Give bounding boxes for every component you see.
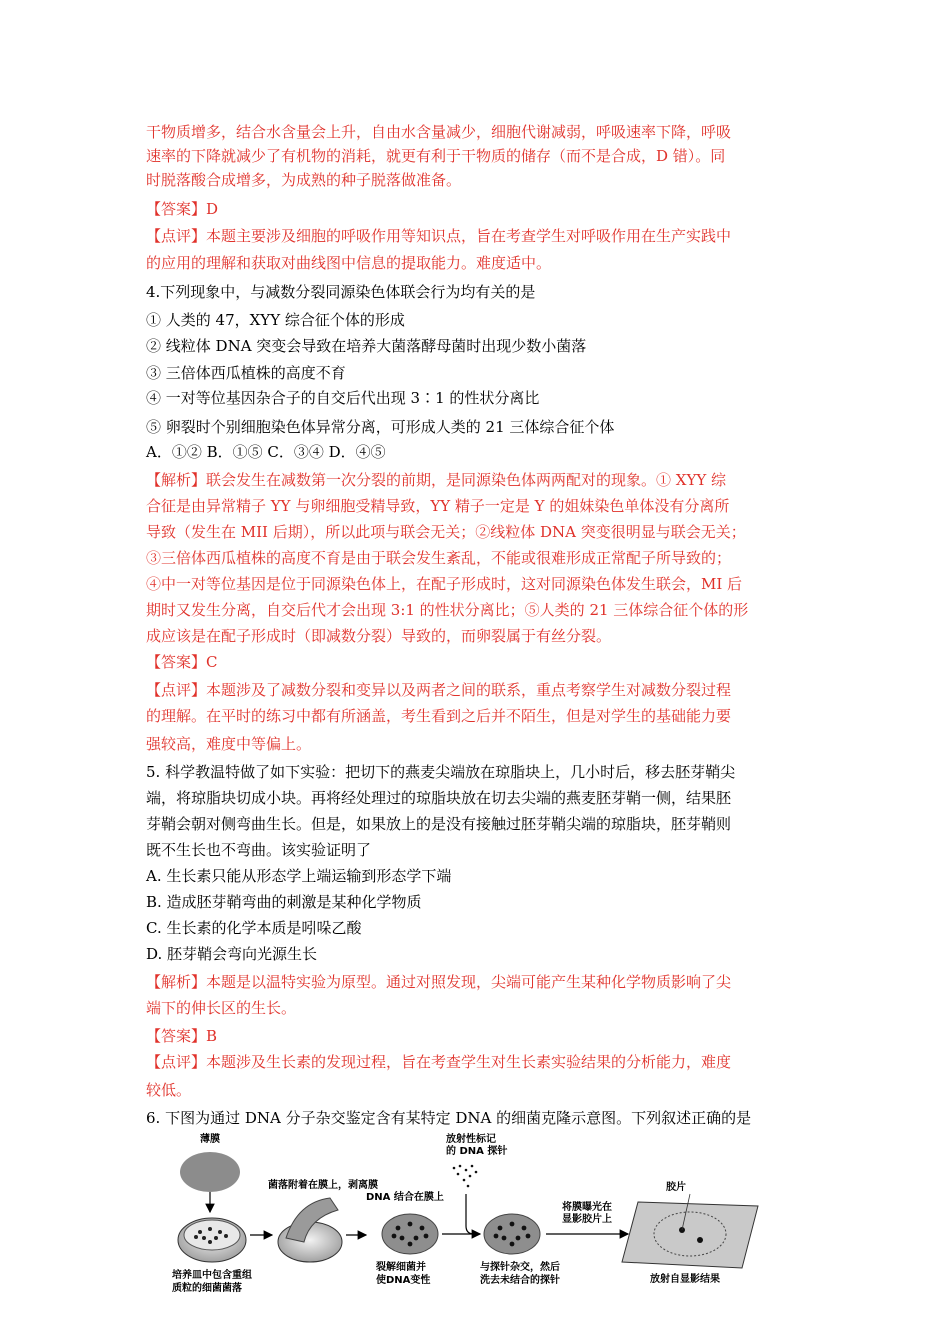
text-line: 【解析】联会发生在减数第一次分裂的前期，是同源染色体两两配对的现象。① XYY 综 [146,471,727,489]
text-line: ⑤ 卵裂时个别细胞染色体异常分离，可形成人类的 21 三体综合征个体 [146,418,615,436]
text-line: 既不生长也不弯曲。该实验证明了 [146,841,372,859]
text-line: 5. 科学教温特做了如下实验：把切下的燕麦尖端放在琼脂块上，几小时后，移去胚芽鞘尖 [146,763,736,781]
membrane-dna [382,1214,438,1254]
step4-label-2: 使DNA变性 [376,1275,431,1286]
step5-label-1: 与探针杂交，然后 [480,1262,560,1273]
text-line: A．①② B．①⑤ C．③④ D．④⑤ [146,443,386,461]
text-line: 导致（发生在 MII 后期），所以此项与联会无关；②线粒体 DNA 突变很明显与联会无关； [146,523,746,541]
text-line: 【答案】D [146,200,219,218]
probe-dots [453,1165,478,1188]
membrane-shape [180,1152,240,1192]
text-line: 时脱落酸合成增多，为成熟的种子脱落做准备。 [146,171,462,189]
text-line: 速率的下降就减少了有机物的消耗，就更有利于干物质的储存（而不是合成，D 错）。同 [146,147,726,165]
text-line: ④中一对等位基因是位于同源染色体上，在配子形成时，这对同源染色体发生联会，MI 后 [146,575,743,593]
text-line: 【点评】本题涉及生长素的发现过程，旨在考查学生对生长素实验结果的分析能力，难度 [146,1053,732,1071]
text-line: 端，将琼脂块切成小块。再将经处理过的琼脂块放在切去尖端的燕麦胚芽鞘一侧，结果胚 [146,789,732,807]
peeling-dish [278,1198,342,1262]
text-line: 期时又发生分离，自交后代才会出现 3:1 的性状分离比；⑤人类的 21 三体综合征个体的形 [146,601,749,619]
text-line: 合征是由异常精子 YY 与卵细胞受精导致，YY 精子一定是 Y 的姐妹染色单体没有分离所 [146,497,730,515]
text-line: B. 造成胚芽鞘弯曲的刺激是某种化学物质 [146,893,422,911]
text-line: 【点评】本题涉及了减数分裂和变异以及两者之间的联系，重点考察学生对减数分裂过程 [146,681,732,699]
text-line: 的应用的理解和获取对曲线图中信息的提取能力。难度适中。 [146,254,552,272]
text-line: 6. 下图为通过 DNA 分子杂交鉴定含有某特定 DNA 的细菌克隆示意图。下列叙述正确的是 [146,1109,752,1127]
text-line: C. 生长素的化学本质是吲哚乙酸 [146,919,362,937]
text-line: ③ 三倍体西瓜植株的高度不育 [146,364,346,382]
text-line: ④ 一对等位基因杂合子的自交后代出现 3∶1 的性状分离比 [146,389,540,407]
step3-label: DNA 结合在膜上 [366,1192,444,1203]
probe-label-2: 的 DNA 探针 [446,1146,508,1157]
step5-label-2: 洗去未结合的探针 [480,1275,560,1286]
text-line: 【答案】B [146,1027,218,1045]
text-line: ② 线粒体 DNA 突变会导致在培养大菌落酵母菌时出现少数小菌落 [146,337,587,355]
text-line: 端下的伸长区的生长。 [146,999,297,1017]
hybridized-membrane [484,1214,540,1254]
text-line: ① 人类的 47，XYY 综合征个体的形成 [146,311,405,329]
dish-label-2: 质粒的细菌菌落 [172,1283,242,1294]
film-result [622,1194,758,1268]
text-line: 【解析】本题是以温特实验为原型。通过对照发现，尖端可能产生某种化学物质影响了尖 [146,973,732,991]
step2-label: 菌落附着在膜上，剥离膜 [268,1180,378,1191]
text-line: ③三倍体西瓜植株的高度不育是由于联会发生紊乱，不能或很难形成正常配子所导致的； [146,549,732,567]
text-line: 干物质增多，结合水含量会上升，自由水含量减少，细胞代谢减弱，呼吸速率下降，呼吸 [146,123,732,141]
text-line: 较低。 [146,1081,192,1099]
text-line: 4.下列现象中，与减数分裂同源染色体联会行为均有关的是 [146,283,536,301]
text-line: D. 胚芽鞘会弯向光源生长 [146,945,318,963]
text-line: 成应该是在配子形成时（即减数分裂）导致的，而卵裂属于有丝分裂。 [146,627,612,645]
text-line: 芽鞘会朝对侧弯曲生长。但是，如果放上的是没有接触过胚芽鞘尖端的琼脂块，胚芽鞘则 [146,815,732,833]
text-line: A. 生长素只能从形态学上端运输到形态学下端 [146,867,452,885]
dna-hybridization-figure [170,1130,790,1330]
step6-label-1: 将膜曝光在 [562,1202,612,1213]
dish-label-1: 培养皿中包含重组 [172,1270,252,1281]
probe-label-1: 放射性标记 [446,1134,496,1145]
culture-dish [178,1218,246,1262]
text-line: 【点评】本题主要涉及细胞的呼吸作用等知识点，旨在考查学生对呼吸作用在生产实践中 [146,227,732,245]
step4-label-1: 裂解细菌并 [376,1262,426,1273]
step6-label-2: 显影胶片上 [562,1214,612,1225]
membrane-label: 薄膜 [200,1134,220,1145]
text-line: 的理解。在平时的练习中都有所涵盖，考生看到之后并不陌生，但是对学生的基础能力要 [146,707,732,725]
film-label: 胶片 [666,1182,686,1193]
text-line: 强较高，难度中等偏上。 [146,735,312,753]
result-label: 放射自显影结果 [650,1274,720,1285]
text-line: 【答案】C [146,653,218,671]
